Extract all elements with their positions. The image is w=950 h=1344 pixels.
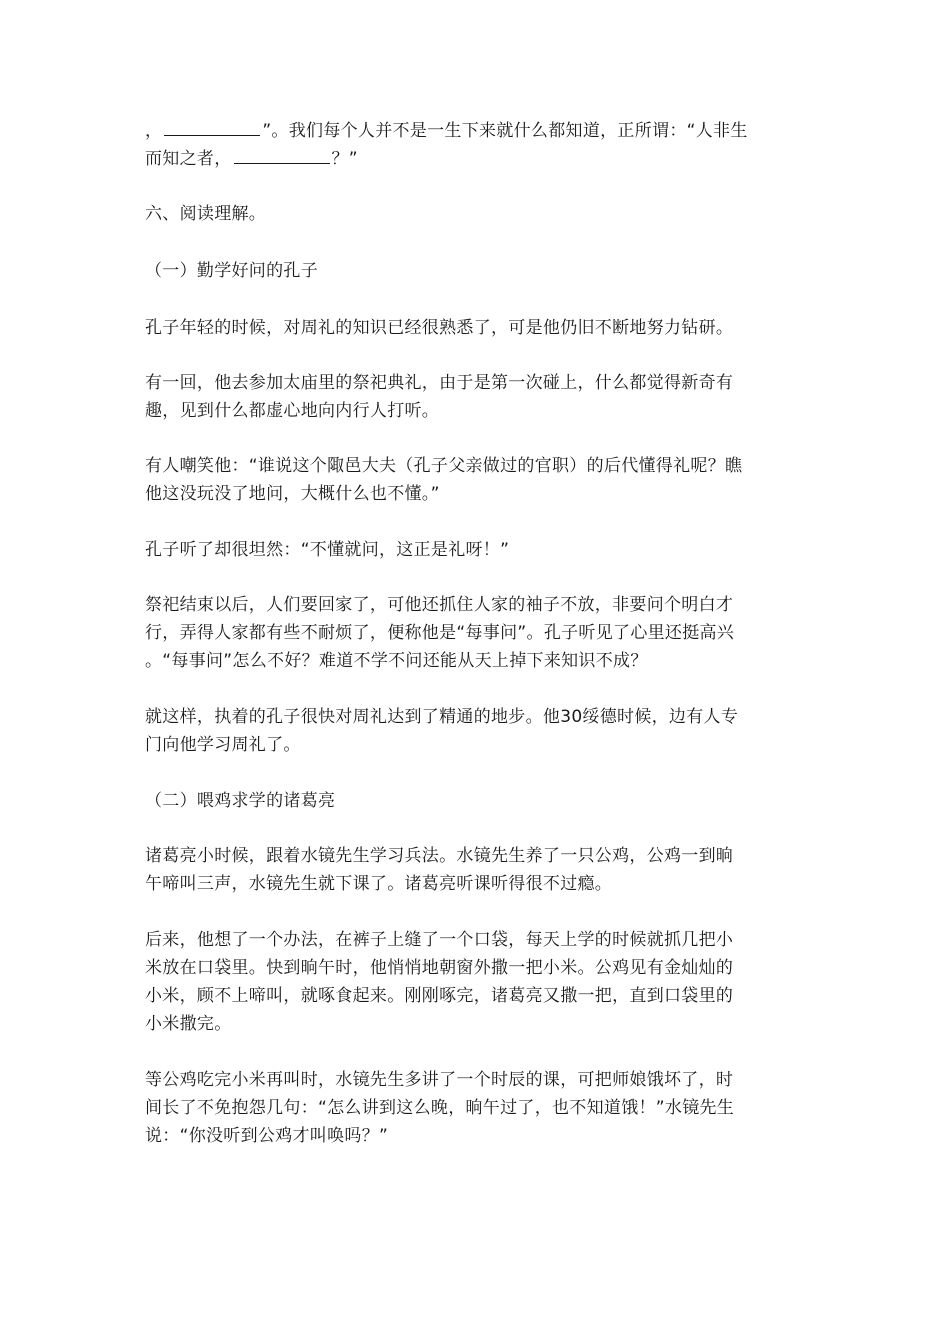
story1-paragraph-4: 孔子听了却很坦然：“不懂就问，这正是礼呀！” <box>145 540 510 560</box>
section-heading: 六、阅读理解。 <box>145 204 267 224</box>
fill-blank-line-1: ， ”。我们每个人并不是一生下来就什么都知道，正所谓：“人非生 <box>145 121 748 141</box>
answer-blank-1[interactable] <box>164 119 260 136</box>
story2-paragraph-2: 后来，他想了一个办法，在裤子上缝了一个口袋，每天上学的时候就抓几把小 米放在口袋里。快到晌午时，他悄悄地朝窗外撒一把小米。公鸡见有金灿灿的 小米，顾不上啼叫，就啄食起来。刚刚啄完，诸葛亮又撒一把，直到口袋里的 小米撒完。 <box>145 930 734 1034</box>
story1-paragraph-3: 有人嘲笑他：“谁说这个陬邑大夫（孔子父亲做过的官职）的后代懂得礼呢？瞧 他这没玩没了地问，大概什么也不懂。” <box>145 456 743 504</box>
answer-blank-2[interactable] <box>234 147 330 164</box>
story1-paragraph-1: 孔子年轻的时候，对周礼的知识已经很熟悉了，可是他仍旧不断地努力钻研。 <box>145 318 734 338</box>
story2-paragraph-3: 等公鸡吃完小米再叫时，水镜先生多讲了一个时辰的课，可把师娘饿坏了，时 间长了不免抱怨几句：“怎么讲到这么晚，晌午过了，也不知道饿！”水镜先生 说：“你没听到公鸡才叫唤吗？” <box>145 1070 735 1146</box>
story1-paragraph-6: 就这样，执着的孔子很快对周礼达到了精通的地步。他30绥德时候，边有人专 门向他学习周礼了。 <box>145 707 739 755</box>
story2-paragraph-1: 诸葛亮小时候，跟着水镜先生学习兵法。水镜先生养了一只公鸡，公鸡一到晌 午啼叫三声，水镜先生就下课了。诸葛亮听课听得很不过瘾。 <box>145 846 734 894</box>
fill-blank-line-2: 而知之者， ？” <box>145 149 358 169</box>
fill-blank-question <box>145 117 815 173</box>
story1-paragraph-5: 祭祀结束以后，人们要回家了，可他还抓住人家的袖子不放，非要问个明白才 行，弄得人家都有些不耐烦了，便称他是“每事问”。孔子听见了心里还挺高兴 。“每事问”怎么不好？难道不学不问还能从天上掉下来知识不成？ <box>145 595 735 671</box>
story1-paragraph-2: 有一回，他去参加太庙里的祭祀典礼，由于是第一次碰上，什么都觉得新奇有 趣，见到什么都虚心地向内行人打听。 <box>145 373 734 421</box>
story2-title: （二）喂鸡求学的诸葛亮 <box>145 791 336 811</box>
story1-title: （一）勤学好问的孔子 <box>145 261 318 281</box>
